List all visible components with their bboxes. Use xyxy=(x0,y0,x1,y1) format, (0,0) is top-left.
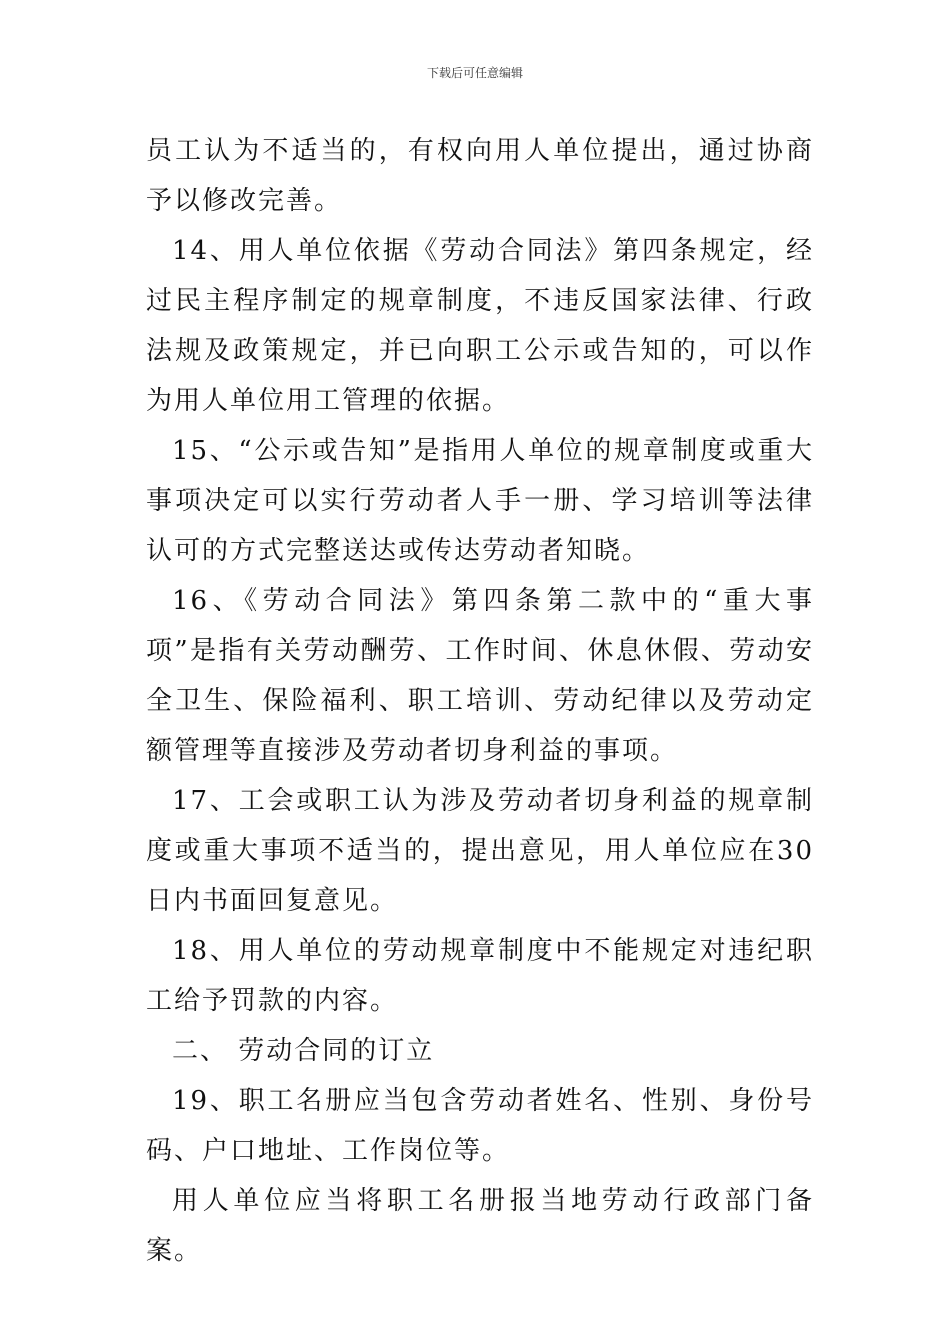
paragraph-17: 17、工会或职工认为涉及劳动者切身利益的规章制度或重大事项不适当的，提出意见，用人单位应在30日内书面回复意见。 xyxy=(146,786,814,916)
document-body xyxy=(146,126,814,1276)
paragraph-16: 16、《劳动合同法》第四条第二款中的“重大事项”是指有关劳动酬劳、工作时间、休息休假、劳动安全卫生、保险福利、职工培训、劳动纪律以及劳动定额管理等直接涉及劳动者切身利益的事项。 xyxy=(146,586,814,766)
section-heading: 二、 劳动合同的订立 xyxy=(172,1036,435,1066)
paragraph-filing: 用人单位应当将职工名册报当地劳动行政部门备案。 xyxy=(146,1186,814,1266)
paragraph-14: 14、用人单位依据《劳动合同法》第四条规定，经过民主程序制定的规章制度，不违反国家法律、行政法规及政策规定，并已向职工公示或告知的，可以作为用人单位用工管理的依据。 xyxy=(146,236,814,416)
page-header: 下载后可任意编辑 xyxy=(426,66,523,80)
paragraph: 员工认为不适当的，有权向用人单位提出，通过协商予以修改完善。 xyxy=(146,136,814,216)
paragraph-19: 19、职工名册应当包含劳动者姓名、性别、身份号码、户口地址、工作岗位等。 xyxy=(146,1086,814,1166)
paragraph-15: 15、“公示或告知”是指用人单位的规章制度或重大事项决定可以实行劳动者人手一册、学习培训等法律认可的方式完整送达或传达劳动者知晓。 xyxy=(146,436,814,566)
paragraph-18: 18、用人单位的劳动规章制度中不能规定对违纪职工给予罚款的内容。 xyxy=(146,936,814,1016)
